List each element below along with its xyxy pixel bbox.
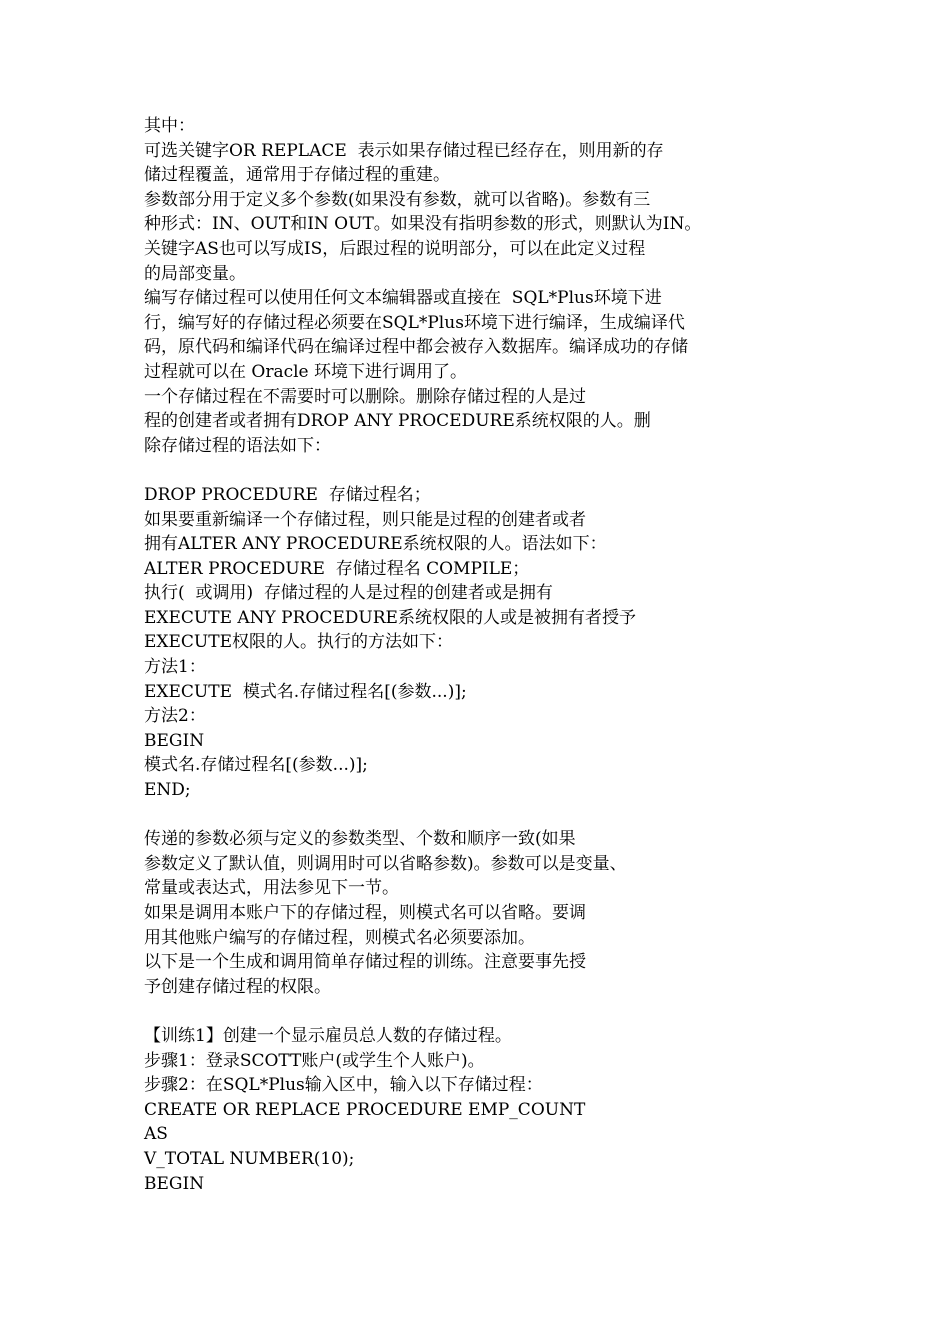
text-line: 一个存储过程在不需要时可以删除。删除存储过程的人是过 (144, 386, 586, 407)
text-line: 步骤1：登录SCOTT账户(或学生个人账户)。 (144, 1050, 485, 1071)
text-line: END; (144, 780, 191, 801)
text-line: 【训练1】创建一个显示雇员总人数的存储过程。 (144, 1025, 512, 1046)
text-line: 常量或表达式，用法参见下一节。 (144, 878, 399, 899)
text-line: 参数部分用于定义多个参数(如果没有参数，就可以省略)。参数有三 (144, 189, 651, 210)
text-line: 其中： (144, 116, 195, 136)
blank-line (144, 999, 784, 1024)
text-line: 种形式：IN、OUT和IN OUT。如果没有指明参数的形式，则默认为IN。 (144, 214, 702, 235)
text-line: 的局部变量。 (144, 263, 246, 284)
text-line: V_TOTAL NUMBER(10); (144, 1148, 355, 1169)
text-line: 传递的参数必须与定义的参数类型、个数和顺序一致(如果 (144, 829, 576, 850)
blank-line (144, 458, 784, 483)
text-line: EXECUTE 模式名.存储过程名[(参数...)]; (144, 681, 467, 702)
text-line: 程的创建者或者拥有DROP ANY PROCEDURE系统权限的人。删 (144, 411, 651, 432)
text-line: 储过程覆盖，通常用于存储过程的重建。 (144, 165, 450, 186)
text-line: 予创建存储过程的权限。 (144, 976, 331, 997)
text-line: CREATE OR REPLACE PROCEDURE EMP_COUNT (144, 1099, 586, 1120)
text-line: DROP PROCEDURE 存储过程名； (144, 484, 431, 505)
text-line: AS (144, 1124, 168, 1145)
text-line: 以下是一个生成和调用简单存储过程的训练。注意要事先授 (144, 952, 586, 973)
text-line: 如果要重新编译一个存储过程，则只能是过程的创建者或者 (144, 509, 586, 530)
text-line: 关键字AS也可以写成IS，后跟过程的说明部分，可以在此定义过程 (144, 238, 646, 259)
text-line: 执行( 或调用) 存储过程的人是过程的创建者或是拥有 (144, 583, 553, 604)
text-line: 用其他账户编写的存储过程，则模式名必须要添加。 (144, 927, 535, 948)
text-line: 如果是调用本账户下的存储过程，则模式名可以省略。要调 (144, 903, 586, 923)
text-line: 参数定义了默认值，则调用时可以省略参数)。参数可以是变量、 (144, 853, 627, 874)
text-line: 行，编写好的存储过程必须要在SQL*Plus环境下进行编译，生成编译代 (144, 312, 685, 333)
text-line: 过程就可以在 Oracle 环境下进行调用了。 (144, 361, 468, 382)
blank-line (144, 803, 784, 828)
text-line: BEGIN (144, 1173, 205, 1194)
text-line: ALTER PROCEDURE 存储过程名 COMPILE； (144, 558, 530, 579)
text-line: 可选关键字OR REPLACE 表示如果存储过程已经存在，则用新的存 (144, 140, 664, 161)
text-line: EXECUTE权限的人。执行的方法如下： (144, 632, 454, 653)
text-line: 模式名.存储过程名[(参数...)]; (144, 755, 368, 776)
text-line: 步骤2：在SQL*Plus输入区中，输入以下存储过程： (144, 1075, 543, 1096)
text-line: 编写存储过程可以使用任何文本编辑器或直接在 SQL*Plus环境下进 (144, 288, 662, 309)
text-line: 码，原代码和编译代码在编译过程中都会被存入数据库。编译成功的存储 (144, 337, 688, 358)
text-line: 方法1： (144, 657, 206, 678)
text-line: 拥有ALTER ANY PROCEDURE系统权限的人。语法如下： (144, 534, 607, 555)
text-line: BEGIN (144, 730, 205, 751)
text-line: EXECUTE ANY PROCEDURE系统权限的人或是被拥有者授予 (144, 607, 636, 628)
text-line: 方法2： (144, 706, 206, 727)
document-body (144, 114, 784, 1196)
text-line: 除存储过程的语法如下： (144, 435, 331, 456)
